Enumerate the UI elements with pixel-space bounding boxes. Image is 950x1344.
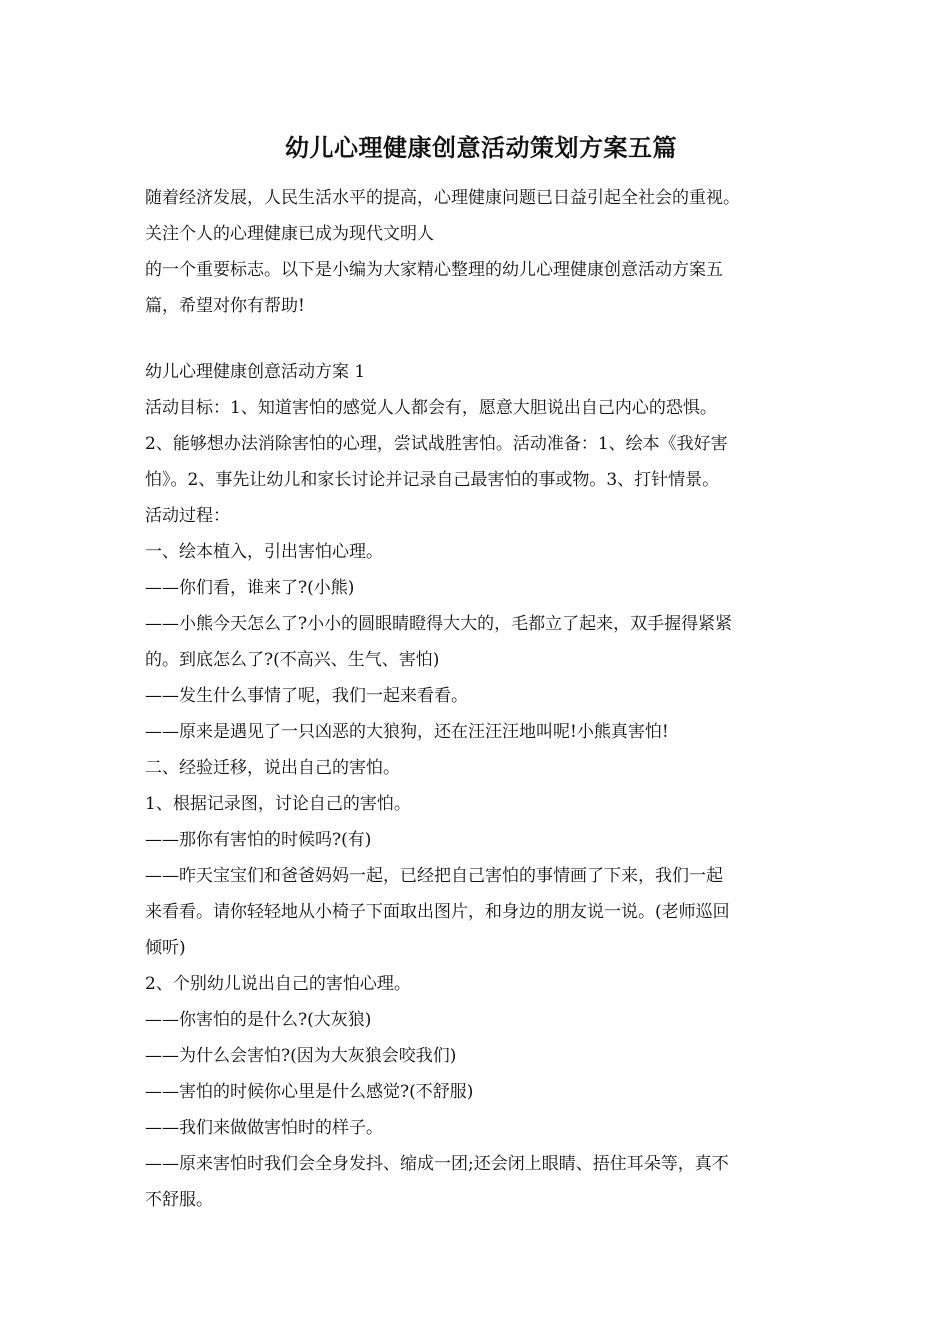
intro-line: 随着经济发展，人民生活水平的提高，心理健康问题已日益引起全社会的重视。 <box>145 188 740 208</box>
body-line: ——我们来做做害怕时的样子。 <box>145 1118 383 1138</box>
body-line: ——你们看，谁来了?(小熊) <box>145 578 355 598</box>
intro-paragraph <box>145 180 817 324</box>
body-line: ——昨天宝宝们和爸爸妈妈一起，已经把自己害怕的事情画了下来，我们一起 <box>145 866 723 886</box>
section-heading: 幼儿心理健康创意活动方案 1 <box>145 362 366 382</box>
body-line: 一、绘本植入，引出害怕心理。 <box>145 542 383 562</box>
body-line: 活动过程： <box>145 506 230 526</box>
body-line: 2、能够想办法消除害怕的心理，尝试战胜害怕。活动准备：1、绘本《我好害 <box>145 434 728 454</box>
paragraph-gap <box>145 324 817 354</box>
body-line: 不舒服。 <box>145 1190 213 1210</box>
body-line: 的。到底怎么了?(不高兴、生气、害怕) <box>145 650 440 670</box>
body-line: 活动目标：1、知道害怕的感觉人人都会有，愿意大胆说出自己内心的恐惧。 <box>145 398 717 418</box>
body-line: 1、根据记录图，讨论自己的害怕。 <box>145 794 411 814</box>
body-line: ——小熊今天怎么了?小小的圆眼睛瞪得大大的，毛都立了起来，双手握得紧紧 <box>145 614 733 634</box>
body-line: ——发生什么事情了呢，我们一起来看看。 <box>145 686 468 706</box>
body-line: ——害怕的时候你心里是什么感觉?(不舒服) <box>145 1082 474 1102</box>
document-title: 幼儿心理健康创意活动策划方案五篇 <box>285 133 677 162</box>
body-line: 来看看。请你轻轻地从小椅子下面取出图片，和身边的朋友说一说。(老师巡回 <box>145 902 730 922</box>
body-line: ——那你有害怕的时候吗?(有) <box>145 830 372 850</box>
body-line: ——为什么会害怕?(因为大灰狼会咬我们) <box>145 1046 457 1066</box>
body-line: ——原来害怕时我们会全身发抖、缩成一团;还会闭上眼睛、捂住耳朵等，真不 <box>145 1154 729 1174</box>
body-line: ——原来是遇见了一只凶恶的大狼狗，还在汪汪汪地叫呢!小熊真害怕! <box>145 722 669 742</box>
body-line: 二、经验迁移，说出自己的害怕。 <box>145 758 400 778</box>
body-line: 2、个别幼儿说出自己的害怕心理。 <box>145 974 411 994</box>
document-page <box>145 128 817 1218</box>
body-line: ——你害怕的是什么?(大灰狼) <box>145 1010 372 1030</box>
section-body <box>145 390 817 1218</box>
body-line: 怕》。2、事先让幼儿和家长讨论并记录自己最害怕的事或物。3、打针情景。 <box>145 470 720 490</box>
intro-line: 的一个重要标志。以下是小编为大家精心整理的幼儿心理健康创意活动方案五 <box>145 260 723 280</box>
intro-line: 关注个人的心理健康已成为现代文明人 <box>145 224 434 244</box>
body-line: 倾听) <box>145 938 186 958</box>
intro-line: 篇，希望对你有帮助! <box>145 296 305 316</box>
